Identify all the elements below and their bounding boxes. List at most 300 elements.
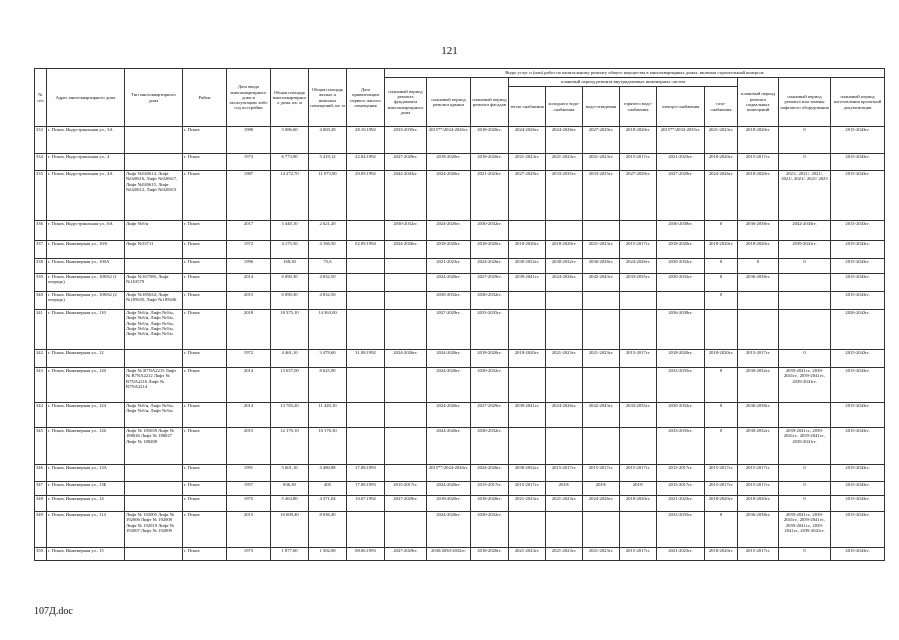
residential-area-cell: 4 832,50 <box>309 292 347 310</box>
residential-area-cell: 4 480,88 <box>309 465 347 482</box>
facade-cell: 2027-2029гг. <box>471 403 509 428</box>
sewer-cell <box>583 428 620 465</box>
design-cell: 2015-2043гг. <box>831 403 885 428</box>
elevator-cell: 2039-2041гг. <box>779 241 831 259</box>
row-number: 345 <box>35 428 47 465</box>
roof-cell: 2024-2026гг. <box>427 221 471 241</box>
facade-cell: 2018-2020гг. <box>471 241 509 259</box>
basement-cell: 2018-2020гг. <box>738 127 779 154</box>
address-cell: г. Псков, Индустриальная ул., 4 <box>47 154 125 171</box>
residential-area-cell: 3 479,60 <box>309 350 347 368</box>
sewer-cell: 2036-2038гг. <box>583 259 620 274</box>
roof-cell: 2024-2026гг. <box>427 428 471 465</box>
row-number: 347 <box>35 482 47 496</box>
foundation-cell <box>385 259 427 274</box>
facade-cell: 2018-2020гг. <box>471 496 509 512</box>
year-cell: 2014 <box>227 403 271 428</box>
foundation-cell <box>385 274 427 292</box>
roof-cell: 2030-2032гг. <box>427 292 471 310</box>
total-area-cell: 18 375,10 <box>271 310 309 350</box>
electric-cell: 2036-2038гг. <box>657 310 705 350</box>
roof-cell: 2030/2030-2032гг. <box>427 548 471 561</box>
table-row <box>35 154 885 171</box>
house-type-cell <box>125 465 183 482</box>
header-roof: плановый период ремонта крыши <box>427 78 471 127</box>
gas-cell: 2024-2026гг. <box>705 171 738 221</box>
cold-water-cell: 2030-2032гг. <box>546 259 583 274</box>
cold-water-cell: 2021-2023гг. <box>546 496 583 512</box>
sewer-cell <box>583 221 620 241</box>
electric-cell: 2021-2023гг. <box>657 496 705 512</box>
privatization-date-cell: 17.08.1993 <box>347 465 385 482</box>
header-residential-area: Общая площадь жилых и нежилых помещений, кв. м <box>309 69 347 127</box>
row-number: 346 <box>35 465 47 482</box>
heat-cell: 2039-2041гг. <box>509 274 546 292</box>
foundation-cell: 2030-2032гг. <box>385 221 427 241</box>
electric-cell: 2033-2035гг. <box>657 428 705 465</box>
total-area-cell: 4 175,50 <box>271 241 309 259</box>
basement-cell: 0 <box>738 259 779 274</box>
total-area-cell: 14 272,70 <box>271 171 309 221</box>
cold-water-cell: 2021-2023гг. <box>546 548 583 561</box>
header-total-area: Общая площадь многоквартирного дома, кв. м <box>271 69 309 127</box>
electric-cell: 2018-2020гг. <box>657 241 705 259</box>
cold-water-cell <box>546 428 583 465</box>
year-cell: 2018 <box>227 310 271 350</box>
facade-cell: 2018-2020гг. <box>471 127 509 154</box>
table-row <box>35 368 885 403</box>
district-cell: г. Псков <box>183 368 227 403</box>
house-type-cell <box>125 127 183 154</box>
design-cell: 2015-2043гг. <box>831 496 885 512</box>
heat-cell: 2024-2026гг. <box>509 127 546 154</box>
cold-water-cell <box>546 292 583 310</box>
basement-cell: 2018-2020гг. <box>738 241 779 259</box>
foundation-cell <box>385 310 427 350</box>
year-cell: 2017 <box>227 221 271 241</box>
sewer-cell: 2021-2023гг. <box>583 154 620 171</box>
header-basement: плановый период ремонта подвальных помещений <box>738 78 779 127</box>
address-cell: г. Псков, Инженерная ул., 108/62 (1 очередь) <box>47 274 125 292</box>
sewer-cell: 2021-2023гг. <box>583 241 620 259</box>
heat-cell <box>509 221 546 241</box>
year-cell: 2014 <box>227 368 271 403</box>
electric-cell: 2030-2032гг. <box>657 403 705 428</box>
elevator-cell <box>779 274 831 292</box>
district-cell: г. Псков <box>183 310 227 350</box>
foundation-cell: 2042-2043гг. <box>385 171 427 221</box>
gas-cell: 0 <box>705 403 738 428</box>
address-cell: г. Псков, Индустриальная ул., 3А <box>47 127 125 154</box>
roof-cell: 2024-2026гг. <box>427 171 471 221</box>
row-number: 342 <box>35 350 47 368</box>
basement-cell <box>738 292 779 310</box>
house-type-cell: Лифт №б/н, Лифт №б/н, Лифт №б/н, Лифт №б/н, Лифт №б/н, Лифт №б/н, Лифт №б/н, Лифт №б/н, Лифт №б/н, Лифт №б/н <box>125 310 183 350</box>
house-type-cell: Лифт № 192005 Лифт № 192006 Лифт № 192008 Лифт № 192010 Лифт № 192007 Лифт № 192009 <box>125 512 183 548</box>
elevator-cell: 0 <box>779 548 831 561</box>
heat-cell: 2027-2029гг. <box>509 171 546 221</box>
basement-cell: 2030-2032гг. <box>738 428 779 465</box>
cold-water-cell <box>546 310 583 350</box>
row-number: 350 <box>35 548 47 561</box>
design-cell: 2015-2043гг. <box>831 292 885 310</box>
total-area-cell: 836,30 <box>271 482 309 496</box>
basement-cell: 2036-2038гг. <box>738 274 779 292</box>
table-row <box>35 127 885 154</box>
foundation-cell: 2027-2029гг. <box>385 154 427 171</box>
facade-cell: 2030-2032гг. <box>471 221 509 241</box>
house-type-cell: Лифт №б/н, Лифт №б/н, Лифт №б/н, Лифт №б/н <box>125 403 183 428</box>
row-number: 349 <box>35 512 47 548</box>
district-cell: г. Псков <box>183 292 227 310</box>
elevator-cell: 0 <box>779 482 831 496</box>
roof-cell: 2024-2026гг. <box>427 350 471 368</box>
privatization-date-cell <box>347 428 385 465</box>
cold-water-cell: 2024-2026гг. <box>546 127 583 154</box>
address-cell: г. Псков, Инженерная ул., 13Б <box>47 482 125 496</box>
heat-cell: 2021-2023гг. <box>509 496 546 512</box>
electric-cell: 2030-2032гг. <box>657 259 705 274</box>
facade-cell: 2030-2032гг. <box>471 368 509 403</box>
header-district: Район <box>183 69 227 127</box>
total-area-cell: 5 463,80 <box>271 496 309 512</box>
hot-water-cell: 2024-2026гг. <box>620 259 657 274</box>
district-cell: г. Псков <box>183 259 227 274</box>
elevator-cell <box>779 292 831 310</box>
table-row <box>35 310 885 350</box>
elevator-cell: 2039-2041гг., 2039-2041гг., 2039-2041гг., 2039-2041гг. <box>779 368 831 403</box>
cold-water-cell: 2019/ <box>546 482 583 496</box>
foundation-cell: 2027-2029гг. <box>385 496 427 512</box>
address-cell: г. Псков, Инженерная ул., 124 <box>47 403 125 428</box>
row-number: 343 <box>35 368 47 403</box>
electric-cell: 2030-2032гг. <box>657 274 705 292</box>
row-number: 333 <box>35 127 47 154</box>
cold-water-cell <box>546 221 583 241</box>
basement-cell: 2018-2020гг. <box>738 496 779 512</box>
address-cell: г. Псков, Инженерная ул., 126 <box>47 428 125 465</box>
facade-cell: 2018-2020гг. <box>471 548 509 561</box>
facade-cell: 2030-2032гг. <box>471 428 509 465</box>
privatization-date-cell: 22.04.1992 <box>347 154 385 171</box>
sewer-cell <box>583 512 620 548</box>
table-row <box>35 548 885 561</box>
foundation-cell: 2027-2029гг. <box>385 548 427 561</box>
address-cell: г. Псков, Инженерная ул., 108/62 (2 очередь) <box>47 292 125 310</box>
hot-water-cell: 2018-2020гг. <box>620 496 657 512</box>
gas-cell: 0 <box>705 274 738 292</box>
elevator-cell: 0 <box>779 127 831 154</box>
sewer-cell <box>583 292 620 310</box>
basement-cell: 2036-2038гг. <box>738 403 779 428</box>
roof-cell: 2018-2020гг. <box>427 241 471 259</box>
heat-cell <box>509 292 546 310</box>
roof-cell: 2021-2023гг. <box>427 259 471 274</box>
table-row <box>35 350 885 368</box>
row-number: 348 <box>35 496 47 512</box>
elevator-cell: 0 <box>779 496 831 512</box>
address-cell: г. Псков, Инженерная ул., 14 <box>47 496 125 512</box>
district-cell: г. Псков <box>183 496 227 512</box>
row-number: 341 <box>35 310 47 350</box>
sewer-cell <box>583 310 620 350</box>
roof-cell: 2024-2026гг. <box>427 274 471 292</box>
heat-cell: 2030-2032гг. <box>509 465 546 482</box>
design-cell: 2015-2043гг. <box>831 368 885 403</box>
district-cell: г. Псков <box>183 512 227 548</box>
design-cell: 2015-2043гг. <box>831 259 885 274</box>
facade-cell: 2030-2032гг. <box>471 512 509 548</box>
table-row <box>35 403 885 428</box>
design-cell: 2015-2043гг. <box>831 512 885 548</box>
header-facade: плановый период ремонта фасадов <box>471 78 509 127</box>
design-cell: 2015-2043гг. <box>831 127 885 154</box>
heat-cell <box>509 428 546 465</box>
district-cell: г. Псков <box>183 428 227 465</box>
sewer-cell: 2033-2035гг. <box>583 171 620 221</box>
residential-area-cell: 4 069,28 <box>309 127 347 154</box>
gas-cell: 0 <box>705 292 738 310</box>
heat-cell: 2018-2020гг. <box>509 350 546 368</box>
table-row <box>35 274 885 292</box>
year-cell: 1973 <box>227 548 271 561</box>
cold-water-cell: 2018-2020гг. <box>546 241 583 259</box>
electric-cell: 2027-2029гг. <box>657 171 705 221</box>
residential-area-cell: 4 166,50 <box>309 241 347 259</box>
house-type-cell: Лифт №167580, Лифт №163579 <box>125 274 183 292</box>
design-cell: 2015-2043гг. <box>831 171 885 221</box>
electric-cell: 2015**/2033-2035гг. <box>657 127 705 154</box>
heat-cell <box>509 310 546 350</box>
roof-cell: 2024-2026гг. <box>427 512 471 548</box>
design-cell: 2015-2043гг. <box>831 154 885 171</box>
district-cell: г. Псков <box>183 171 227 221</box>
address-cell: г. Псков, Инженерная ул., 10/6 <box>47 241 125 259</box>
elevator-cell: 2021/, 2021/, 2021/, 2021/, 2021/, 2021/ 2023 <box>779 171 831 221</box>
table-row <box>35 428 885 465</box>
facade-cell: 2033-2035гг. <box>471 310 509 350</box>
foundation-cell <box>385 368 427 403</box>
basement-cell: 2036-2038гг. <box>738 512 779 548</box>
foundation-cell <box>385 512 427 548</box>
total-area-cell: 12 170,10 <box>271 428 309 465</box>
heat-cell: 2021-2023гг. <box>509 154 546 171</box>
elevator-cell: 0 <box>779 259 831 274</box>
privatization-date-cell: 28.10.1992 <box>347 127 385 154</box>
hot-water-cell <box>620 221 657 241</box>
sewer-cell: 2015-2017гг. <box>583 465 620 482</box>
gas-cell: 0 <box>705 428 738 465</box>
header-electric: электро-снабжения <box>657 87 705 127</box>
total-area-cell: 13 657,00 <box>271 368 309 403</box>
gas-cell: 2018-2020гг. <box>705 496 738 512</box>
roof-cell: 2015**/2024-2026гг. <box>427 465 471 482</box>
sewer-cell: 2027-2029гг. <box>583 127 620 154</box>
roof-cell: 2024-2026гг. <box>427 482 471 496</box>
elevator-cell <box>779 310 831 350</box>
electric-cell: 2018-2020гг. <box>657 350 705 368</box>
design-cell: 2015-2043гг. <box>831 482 885 496</box>
foundation-cell: 2015-2017гг. <box>385 482 427 496</box>
privatization-date-cell: 08.06.1993 <box>347 548 385 561</box>
heat-cell <box>509 512 546 548</box>
residential-area-cell: 75,6 <box>309 259 347 274</box>
district-cell: г. Псков <box>183 350 227 368</box>
table-row <box>35 482 885 496</box>
residential-area-cell: 4 371,04 <box>309 496 347 512</box>
privatization-date-cell <box>347 403 385 428</box>
roof-cell: 2024-2026гг. <box>427 403 471 428</box>
address-cell: г. Псков, Инженерная ул., 100А <box>47 259 125 274</box>
cold-water-cell: 2024-2026гг. <box>546 274 583 292</box>
basement-cell: 2015-2017гг. <box>738 465 779 482</box>
design-cell: 2015-2043гг. <box>831 548 885 561</box>
basement-cell: 2015-2017гг. <box>738 350 779 368</box>
total-area-cell: 1 877,60 <box>271 548 309 561</box>
row-number: 340 <box>35 292 47 310</box>
header-num: № п/п <box>35 69 47 127</box>
row-number: 338 <box>35 259 47 274</box>
district-cell: г. Псков <box>183 127 227 154</box>
facade-cell: 2018-2020гг. <box>471 154 509 171</box>
basement-cell: 2015-2017гг. <box>738 548 779 561</box>
year-cell: 1991 <box>227 465 271 482</box>
privatization-date-cell: 17.08.1993 <box>347 482 385 496</box>
house-type-cell <box>125 259 183 274</box>
address-cell: г. Псков, Инженерная ул., 12 <box>47 350 125 368</box>
header-design-docs: плановый период изготовления проектной документации <box>831 78 885 127</box>
header-elevator: плановый период ремонта или замены лифтового оборудования <box>779 78 831 127</box>
header-commission: Дата ввода многоквартирного дома в эксплуатацию либо год постройки <box>227 69 271 127</box>
table-row <box>35 241 885 259</box>
sewer-cell <box>583 368 620 403</box>
electric-cell: 2021-2023гг. <box>657 548 705 561</box>
design-cell: 2015-2043гг. <box>831 241 885 259</box>
roof-cell: 2024-2026гг. <box>427 368 471 403</box>
header-works-group: Виды услуг и (или) работ по капитальному ремонту общего имущества в многоквартирных домах, включая строительный контроль <box>385 69 885 78</box>
roof-cell: 2018-2020гг. <box>427 496 471 512</box>
row-number: 335 <box>35 171 47 221</box>
electric-cell: 2036-2038гг. <box>657 221 705 241</box>
privatization-date-cell: 31.08.1992 <box>347 350 385 368</box>
row-number: 344 <box>35 403 47 428</box>
electric-cell: 2021-2023гг. <box>657 154 705 171</box>
address-cell: г. Псков, Индустриальная ул., 4А <box>47 171 125 221</box>
privatization-date-cell <box>347 221 385 241</box>
total-area-cell: 5 086,60 <box>271 127 309 154</box>
hot-water-cell <box>620 292 657 310</box>
district-cell: г. Псков <box>183 154 227 171</box>
privatization-date-cell <box>347 292 385 310</box>
roof-cell: 2018-2020гг. <box>427 154 471 171</box>
privatization-date-cell <box>347 274 385 292</box>
elevator-cell <box>779 403 831 428</box>
table-row <box>35 292 885 310</box>
row-number: 334 <box>35 154 47 171</box>
district-cell: г. Псков <box>183 221 227 241</box>
cold-water-cell: 2021-2023гг. <box>546 154 583 171</box>
hot-water-cell: 2015-2017гг. <box>620 241 657 259</box>
design-cell: 2015-2043гг. <box>831 274 885 292</box>
cold-water-cell: 2024-2026гг. <box>546 403 583 428</box>
cold-water-cell: 2033-2035гг. <box>546 171 583 221</box>
house-type-cell: Лифт № 185639 Лифт № 188026 Лифт № 188027 Лифт № 188288 <box>125 428 183 465</box>
heat-cell: 2030-2032гг. <box>509 259 546 274</box>
sewer-cell: 2042-2043гг. <box>583 403 620 428</box>
hot-water-cell: 2015-2017гг. <box>620 350 657 368</box>
page-number: 121 <box>441 45 458 57</box>
sewer-cell: 2021-2023гг. <box>583 548 620 561</box>
total-area-cell: 13 783,20 <box>271 403 309 428</box>
basement-cell: 2015-2017гг. <box>738 154 779 171</box>
facade-cell: 2030-2032гг. <box>471 292 509 310</box>
table-row <box>35 512 885 548</box>
heat-cell: 2018-2020гг. <box>509 241 546 259</box>
total-area-cell: 6 773,90 <box>271 154 309 171</box>
basement-cell: 2015-2017гг. <box>738 482 779 496</box>
table-row <box>35 259 885 274</box>
gas-cell: 2015-2017гг. <box>705 465 738 482</box>
elevator-cell: 0 <box>779 154 831 171</box>
table-row <box>35 496 885 512</box>
foundation-cell: 2024-2026гг. <box>385 241 427 259</box>
district-cell: г. Псков <box>183 403 227 428</box>
privatization-date-cell: 10.07.1992 <box>347 496 385 512</box>
heat-cell: 2039-2041гг. <box>509 403 546 428</box>
header-address: Адрес многоквартирного дома <box>47 69 125 127</box>
table-row <box>35 221 885 241</box>
gas-cell: 0 <box>705 368 738 403</box>
year-cell: 1996 <box>227 259 271 274</box>
design-cell: 2015-2043гг. <box>831 350 885 368</box>
facade-cell: 2015-2017гг. <box>471 482 509 496</box>
address-cell: г. Псков, Инженерная ул., 13А <box>47 465 125 482</box>
heat-cell: 2015-2017гг. <box>509 482 546 496</box>
gas-cell: 2018-2020гг. <box>705 548 738 561</box>
facade-cell: 2027-2029гг. <box>471 274 509 292</box>
house-type-cell <box>125 548 183 561</box>
gas-cell: 0 <box>705 512 738 548</box>
year-cell: 1957 <box>227 482 271 496</box>
address-cell: г. Псков, Инженерная ул., 15 <box>47 548 125 561</box>
basement-cell <box>738 310 779 350</box>
house-type-cell: Лифт №б/н <box>125 221 183 241</box>
header-foundation: плановый период ремонта фундамента многоквартирного дома <box>385 78 427 127</box>
cold-water-cell <box>546 368 583 403</box>
year-cell: 1972 <box>227 241 271 259</box>
header-gas: газо-снабжения <box>705 87 738 127</box>
electric-cell <box>657 292 705 310</box>
hot-water-cell: 2015-2017гг. <box>620 154 657 171</box>
privatization-date-cell <box>347 310 385 350</box>
house-type-cell: Лифт №33711 <box>125 241 183 259</box>
hot-water-cell: 2033-2035гг. <box>620 403 657 428</box>
elevator-cell: 2042-2043гг. <box>779 221 831 241</box>
house-type-cell <box>125 154 183 171</box>
total-area-cell: 10 609,40 <box>271 512 309 548</box>
district-cell: г. Псков <box>183 241 227 259</box>
header-house-type: Тип многоквартирного дома <box>125 69 183 127</box>
table-row <box>35 171 885 221</box>
gas-cell: 0 <box>705 221 738 241</box>
privatization-date-cell <box>347 259 385 274</box>
district-cell: г. Псков <box>183 548 227 561</box>
facade-cell: 2024-2026гг. <box>471 465 509 482</box>
cold-water-cell: 2015-2017гг. <box>546 465 583 482</box>
elevator-cell: 2039-2041гг., 2039-2041гг., 2039-2041гг., 2039-2041гг., 2039-2041гг., 2039-2041гг. <box>779 512 831 548</box>
total-area-cell: 168,30 <box>271 259 309 274</box>
privatization-date-cell <box>347 368 385 403</box>
